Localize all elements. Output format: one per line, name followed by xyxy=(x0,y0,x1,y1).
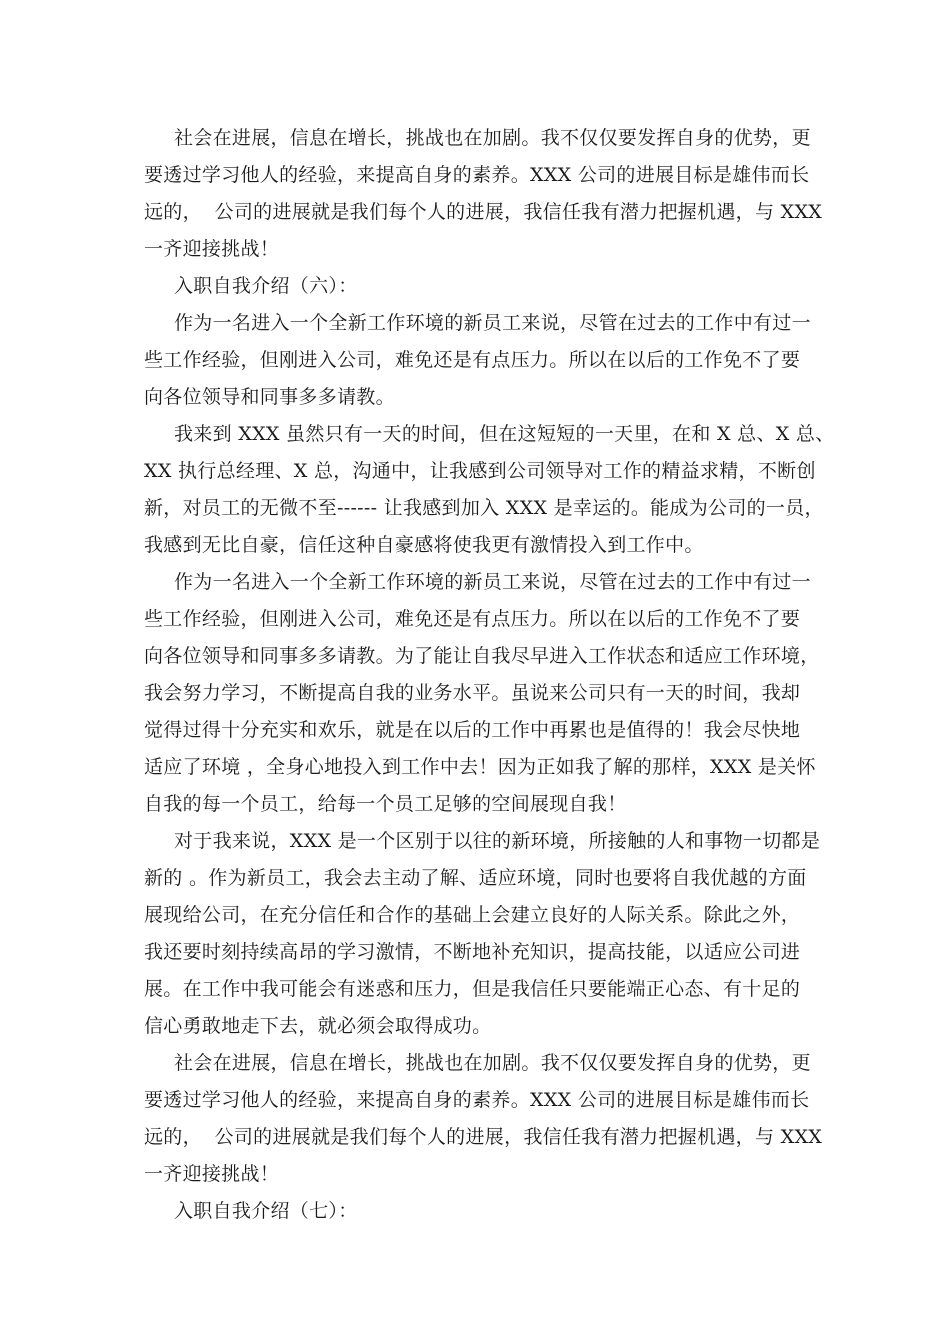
text-line: 新的 。作为新员工，我会去主动了解、适应环境，同时也要将自我优越的方面 xyxy=(144,867,807,889)
text-line: 社会在进展，信息在增长，挑战也在加剧。我不仅仅要发挥自身的优势，更 xyxy=(174,1052,811,1074)
text-line: 远的， 公司的进展就是我们每个人的进展，我信任我有潜力把握机遇，与 XXX xyxy=(144,1126,823,1148)
text-line: 作为一名进入一个全新工作环境的新员工来说，尽管在过去的工作中有过一 xyxy=(174,571,811,593)
text-line: 要透过学习他人的经验，来提高自身的素养。XXX 公司的进展目标是雄伟而长 xyxy=(144,1089,810,1111)
text-line: 些工作经验，但刚进入公司，难免还是有点压力。所以在以后的工作免不了要 xyxy=(144,349,801,371)
text-line: 我来到 XXX 虽然只有一天的时间，但在这短短的一天里，在和 X 总、X 总、 xyxy=(174,423,835,445)
text-line: 自我的每一个员工，给每一个员工足够的空间展现自我！ xyxy=(144,793,627,815)
text-line: 我还要时刻持续高昂的学习激情，不断地补充知识，提高技能，以适应公司进 xyxy=(144,941,801,963)
text-line: 展。在工作中我可能会有迷惑和压力，但是我信任只要能端正心态、有十足的 xyxy=(144,978,801,1000)
text-line: 觉得过得十分充实和欢乐，就是在以后的工作中再累也是值得的！我会尽快地 xyxy=(144,719,801,741)
text-line: 向各位领导和同事多多请教。 xyxy=(144,386,395,408)
text-line: 要透过学习他人的经验，来提高自身的素养。XXX 公司的进展目标是雄伟而长 xyxy=(144,164,810,186)
section-heading: 入职自我介绍（六）： xyxy=(174,275,358,297)
text-line: 一齐迎接挑战！ xyxy=(144,238,280,260)
text-line: 信心勇敢地走下去，就必须会取得成功。 xyxy=(144,1015,492,1037)
text-line: XX 执行总经理、X 总，沟通中，让我感到公司领导对工作的精益求精，不断创 xyxy=(144,460,816,482)
text-line: 对于我来说，XXX 是一个区别于以往的新环境，所接触的人和事物一切都是 xyxy=(174,830,821,852)
text-line: 新，对员工的无微不至------ 让我感到加入 XXX 是幸运的。能成为公司的一员， xyxy=(144,497,824,519)
text-line: 我会努力学习，不断提高自我的业务水平。虽说来公司只有一天的时间，我却 xyxy=(144,682,801,704)
text-line: 适应了环境 ，全身心地投入到工作中去！因为正如我了解的那样，XXX 是关怀 xyxy=(144,756,816,778)
text-line: 远的， 公司的进展就是我们每个人的进展，我信任我有潜力把握机遇，与 XXX xyxy=(144,201,823,223)
text-line: 些工作经验，但刚进入公司，难免还是有点压力。所以在以后的工作免不了要 xyxy=(144,608,801,630)
text-line: 向各位领导和同事多多请教。为了能让自我尽早进入工作状态和适应工作环境， xyxy=(144,645,820,667)
section-heading: 入职自我介绍（七）： xyxy=(174,1200,358,1222)
text-line: 一齐迎接挑战！ xyxy=(144,1163,280,1185)
text-line: 我感到无比自豪，信任这种自豪感将使我更有激情投入到工作中。 xyxy=(144,534,704,556)
text-line: 社会在进展，信息在增长，挑战也在加剧。我不仅仅要发挥自身的优势，更 xyxy=(174,127,811,149)
text-line: 作为一名进入一个全新工作环境的新员工来说，尽管在过去的工作中有过一 xyxy=(174,312,811,334)
text-line: 展现给公司，在充分信任和合作的基础上会建立良好的人际关系。除此之外， xyxy=(144,904,801,926)
